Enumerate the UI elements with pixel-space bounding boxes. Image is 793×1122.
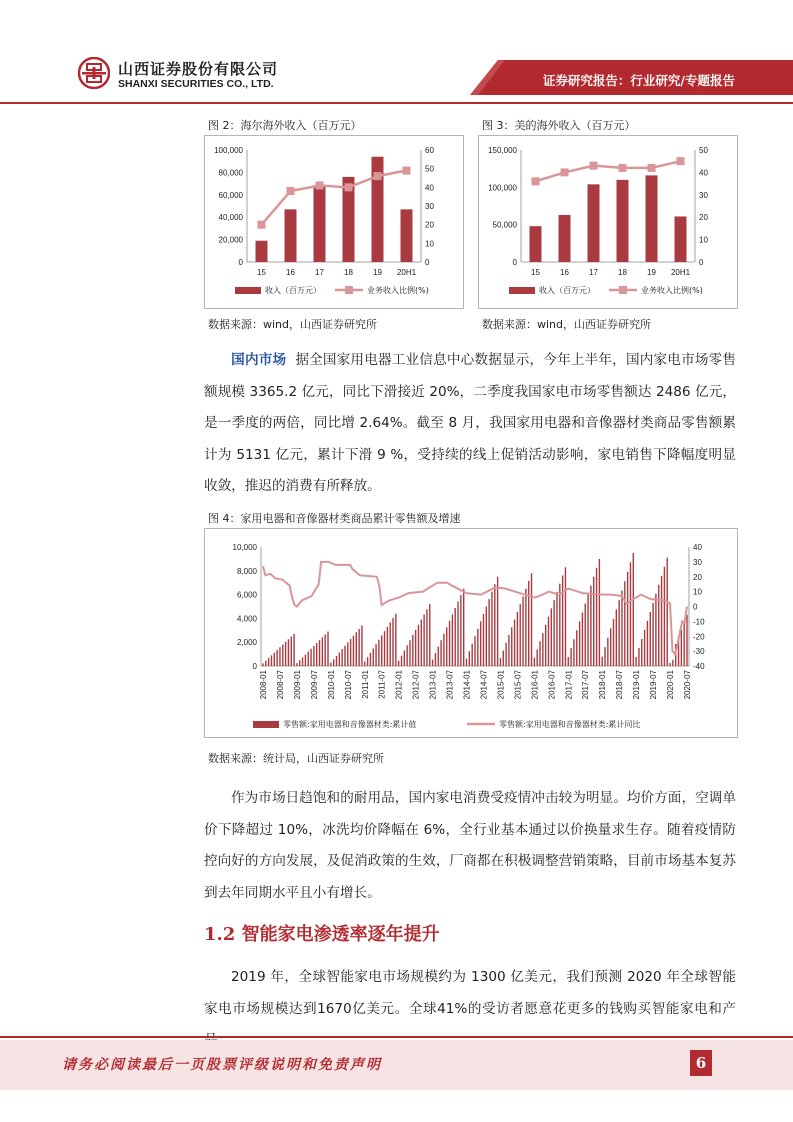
line-point — [287, 187, 295, 195]
cumulative-bar — [381, 635, 382, 666]
x-tick-label: 2016-01 — [530, 670, 540, 700]
bar — [256, 241, 268, 262]
cumulative-bar — [398, 661, 399, 666]
cumulative-bar — [418, 625, 419, 666]
cumulative-bar — [568, 657, 569, 666]
x-tick-label: 2018-01 — [598, 670, 608, 700]
cumulative-bar — [644, 630, 645, 666]
left-tick-label: 0 — [252, 662, 257, 671]
cumulative-bar — [271, 655, 272, 666]
x-tick-label: 2020-01 — [666, 670, 676, 700]
cumulative-bar — [602, 657, 603, 666]
fig4-source: 数据来源：统计局，山西证券研究所 — [208, 752, 384, 765]
cumulative-bar — [587, 595, 588, 666]
legend-bar-swatch — [235, 287, 261, 294]
fig4-chart-frame — [204, 528, 738, 738]
cumulative-bar — [667, 558, 668, 666]
cumulative-bar — [347, 642, 348, 666]
cumulative-bar — [268, 658, 269, 666]
cumulative-bar — [548, 617, 549, 666]
fig3-source: 数据来源：wind，山西证券研究所 — [482, 318, 652, 331]
cumulative-bar — [333, 659, 334, 666]
x-tick-label: 2008-07 — [275, 670, 285, 700]
legend-line-marker — [619, 286, 627, 294]
bar — [559, 215, 571, 262]
left-tick-label: 20,000 — [218, 235, 243, 245]
fig4-caption: 图 4：家用电器和音像器材类商品累计零售额及增速 — [208, 512, 461, 525]
cumulative-bar — [370, 653, 371, 666]
cumulative-bar — [341, 649, 342, 666]
x-tick-label: 2010-07 — [343, 670, 353, 700]
left-tick-label: 100,000 — [214, 146, 243, 155]
cumulative-bar — [401, 656, 402, 666]
cumulative-bar — [291, 637, 292, 666]
x-tick-label: 20H1 — [670, 268, 691, 277]
left-tick-label: 0 — [238, 258, 243, 267]
left-tick-label: 10,000 — [232, 543, 257, 552]
cumulative-bar — [274, 653, 275, 666]
x-tick-label: 2013-07 — [445, 670, 455, 700]
right-tick-label: 10 — [699, 235, 708, 245]
cumulative-bar — [460, 595, 461, 666]
x-tick-label: 17 — [589, 268, 598, 277]
x-tick-label: 2012-01 — [394, 670, 404, 700]
line-point — [345, 183, 353, 191]
cumulative-bar — [559, 584, 560, 666]
cumulative-bar — [488, 599, 489, 666]
cumulative-bar — [373, 649, 374, 666]
cumulative-bar — [319, 640, 320, 666]
right-tick-label: 50 — [699, 146, 708, 155]
cumulative-bar — [661, 576, 662, 666]
page-number: 6 — [690, 1050, 712, 1076]
ratio-line — [262, 171, 407, 225]
left-tick-label: 150,000 — [488, 146, 517, 155]
x-tick-label: 18 — [344, 268, 353, 277]
cumulative-bar — [604, 647, 605, 666]
cumulative-bar — [520, 604, 521, 666]
x-tick-label: 2017-07 — [581, 670, 591, 700]
bar — [530, 226, 542, 262]
cumulative-bar — [511, 627, 512, 666]
left-tick-label: 4,000 — [236, 614, 257, 624]
right-tick-label: 60 — [425, 146, 434, 155]
x-tick-label: 2009-07 — [309, 670, 319, 700]
cumulative-bar — [409, 640, 410, 666]
line-point — [403, 167, 411, 175]
right-tick-label: -30 — [693, 647, 705, 657]
left-tick-label: 80,000 — [218, 168, 243, 178]
cumulative-bar — [457, 602, 458, 666]
bar — [617, 180, 629, 262]
left-tick-label: 60,000 — [218, 190, 243, 200]
x-tick-label: 2009-01 — [292, 670, 302, 700]
cumulative-bar — [590, 586, 591, 666]
cumulative-bar — [455, 608, 456, 666]
x-tick-label: 2008-01 — [259, 670, 268, 700]
cumulative-bar — [392, 618, 393, 666]
right-tick-label: 10 — [693, 587, 702, 597]
legend-bar-label: 零售额:家用电器和音像器材类:累计值 — [283, 720, 417, 729]
cumulative-bar — [426, 609, 427, 666]
company-name-en: SHANXI SECURITIES CO., LTD. — [118, 78, 274, 90]
cumulative-bar — [412, 635, 413, 666]
right-tick-label: 30 — [699, 190, 708, 200]
cumulative-bar — [327, 631, 328, 666]
right-tick-label: 0 — [693, 602, 698, 612]
footer-divider — [0, 1036, 793, 1038]
x-tick-label: 2011-07 — [377, 670, 387, 699]
x-tick-label: 15 — [531, 268, 540, 277]
cumulative-bar — [545, 625, 546, 666]
report-type-label: 证券研究报告：行业研究/专题报告 — [542, 73, 735, 88]
cumulative-bar — [638, 648, 639, 666]
cumulative-bar — [627, 572, 628, 666]
cumulative-bar — [305, 654, 306, 666]
cumulative-bar — [534, 658, 535, 666]
x-tick-label: 19 — [647, 268, 656, 277]
cumulative-bar — [562, 575, 563, 666]
right-tick-label: 30 — [693, 557, 702, 567]
cumulative-bar — [356, 632, 357, 666]
fig3-chart-frame — [478, 135, 738, 309]
cumulative-bar — [415, 630, 416, 666]
cumulative-bar — [265, 661, 266, 666]
cumulative-bar — [302, 657, 303, 666]
cumulative-bar — [539, 641, 540, 666]
right-tick-label: 30 — [425, 202, 434, 211]
cumulative-bar — [446, 627, 447, 666]
cumulative-bar — [514, 620, 515, 666]
bar — [588, 184, 600, 262]
bar — [401, 209, 413, 262]
cumulative-bar — [390, 622, 391, 666]
x-tick-label: 19 — [373, 268, 382, 277]
x-tick-label: 2014-01 — [462, 670, 472, 700]
line-point — [561, 168, 569, 176]
cumulative-bar — [322, 637, 323, 666]
line-point — [316, 181, 324, 189]
cumulative-bar — [553, 600, 554, 666]
cumulative-bar — [630, 562, 631, 666]
fig3-chart — [479, 136, 737, 308]
cumulative-bar — [421, 620, 422, 666]
cumulative-bar — [655, 594, 656, 666]
cumulative-bar — [423, 614, 424, 666]
cumulative-bar — [565, 567, 566, 666]
cumulative-bar — [336, 656, 337, 666]
right-tick-label: 50 — [425, 164, 434, 174]
cumulative-bar — [531, 573, 532, 666]
left-tick-label: 2,000 — [236, 638, 257, 648]
cumulative-bar — [308, 652, 309, 666]
x-tick-label: 18 — [618, 268, 627, 277]
x-tick-label: 2014-07 — [479, 670, 489, 700]
right-tick-label: -20 — [693, 632, 705, 642]
cumulative-bar — [686, 615, 687, 666]
cumulative-bar — [483, 614, 484, 666]
cumulative-bar — [664, 567, 665, 666]
cumulative-bar — [474, 636, 475, 666]
cumulative-bar — [344, 646, 345, 666]
cumulative-bar — [276, 650, 277, 666]
cumulative-bar — [641, 639, 642, 666]
cumulative-bar — [652, 603, 653, 666]
legend-bar-label: 收入（百万元） — [265, 286, 321, 295]
cumulative-bar — [387, 627, 388, 666]
bar — [285, 209, 297, 262]
line-point — [374, 172, 382, 180]
legend-bar-swatch — [509, 287, 535, 294]
cumulative-bar — [375, 644, 376, 666]
cumulative-bar — [310, 649, 311, 666]
right-tick-label: 0 — [425, 258, 430, 267]
x-tick-label: 2010-01 — [326, 670, 336, 700]
right-tick-label: 40 — [699, 168, 708, 178]
right-tick-label: 40 — [693, 543, 702, 552]
cumulative-bar — [599, 559, 600, 666]
cumulative-bar — [469, 651, 470, 666]
section-heading: 1.2 智能家电渗透率逐年提升 — [204, 924, 440, 945]
right-tick-label: 40 — [425, 183, 434, 193]
cumulative-bar — [633, 553, 634, 666]
line-point — [532, 177, 540, 185]
cumulative-bar — [282, 645, 283, 666]
company-name-cn: 山西证券股份有限公司 — [118, 60, 279, 78]
cumulative-bar — [579, 621, 580, 666]
line-point — [258, 221, 266, 229]
fig3-caption: 图 3：美的海外收入（百万元） — [482, 119, 636, 132]
right-tick-label: 20 — [425, 220, 434, 230]
legend-line-label: 业务收入比例(%) — [641, 286, 703, 295]
cumulative-bar — [556, 592, 557, 666]
cumulative-bar — [593, 577, 594, 666]
cumulative-bar — [477, 629, 478, 666]
right-tick-label: 20 — [699, 213, 708, 223]
cumulative-bar — [353, 636, 354, 666]
cumulative-bar — [573, 639, 574, 666]
cumulative-bar — [517, 612, 518, 666]
fig2-source: 数据来源：wind，山西证券研究所 — [208, 318, 378, 331]
right-tick-label: -10 — [693, 617, 705, 627]
paragraph-1-text: 据全国家用电器工业信息中心数据显示，今年上半年，国内家电市场零售额规模 3365.2 亿元，同比下滑接近 20%，二季度我国家电市场零售额达 2486 亿元，是一季度的两倍，同比增 2.64%。截至 8 月，我国家用电器和音像器材类商品零售额累计为 5131 亿元，累计下滑 9 %，受持续的线上促销活动影响，家电销售下降幅度明显收敛，推迟的消费有所释放。 — [204, 352, 736, 494]
cumulative-bar — [582, 612, 583, 666]
cumulative-bar — [443, 634, 444, 666]
cumulative-bar — [621, 591, 622, 666]
bar — [646, 175, 658, 262]
cumulative-bar — [508, 635, 509, 666]
cumulative-bar — [669, 663, 670, 666]
cumulative-bar — [618, 600, 619, 666]
x-tick-label: 17 — [315, 268, 324, 277]
x-tick-label: 15 — [257, 268, 266, 277]
cumulative-bar — [672, 660, 673, 666]
cumulative-bar — [358, 629, 359, 666]
x-tick-label: 2015-01 — [496, 670, 506, 700]
cumulative-bar — [262, 663, 263, 666]
cumulative-bar — [616, 609, 617, 666]
cumulative-bar — [480, 621, 481, 666]
cumulative-bar — [378, 640, 379, 666]
cumulative-bar — [384, 631, 385, 666]
cumulative-bar — [429, 604, 430, 666]
cumulative-bar — [313, 646, 314, 666]
left-tick-label: 50,000 — [492, 220, 517, 230]
cumulative-bar — [585, 604, 586, 666]
cumulative-bar — [296, 663, 297, 666]
cumulative-bar — [486, 607, 487, 667]
cumulative-bar — [624, 581, 625, 666]
cumulative-bar — [647, 621, 648, 666]
x-tick-label: 2013-01 — [428, 670, 438, 700]
cumulative-bar — [536, 650, 537, 666]
legend-bar-swatch — [253, 721, 279, 728]
cumulative-bar — [350, 639, 351, 666]
right-tick-label: 0 — [699, 258, 704, 267]
cumulative-bar — [497, 577, 498, 666]
x-tick-label: 20H1 — [396, 268, 417, 277]
cumulative-bar — [658, 585, 659, 666]
x-tick-label: 2015-07 — [513, 670, 523, 700]
fig2-caption: 图 2：海尔海外收入（百万元） — [208, 119, 362, 132]
cumulative-bar — [463, 589, 464, 666]
cumulative-bar — [288, 639, 289, 666]
x-tick-label: 16 — [286, 268, 295, 277]
company-logo-icon — [78, 57, 110, 89]
left-tick-label: 40,000 — [218, 213, 243, 223]
cumulative-bar — [361, 626, 362, 666]
cumulative-bar — [471, 644, 472, 666]
cumulative-bar — [576, 630, 577, 666]
cumulative-bar — [330, 663, 331, 666]
cumulative-bar — [432, 660, 433, 666]
right-tick-label: -40 — [693, 662, 705, 671]
cumulative-bar — [449, 621, 450, 666]
left-tick-label: 100,000 — [488, 183, 517, 193]
line-point — [619, 164, 627, 172]
cumulative-bar — [406, 645, 407, 666]
cumulative-bar — [285, 642, 286, 666]
cumulative-bar — [607, 638, 608, 666]
paragraph-domestic-market — [204, 345, 736, 503]
left-tick-label: 8,000 — [236, 566, 257, 576]
header-band — [0, 0, 793, 110]
cumulative-bar — [339, 653, 340, 666]
x-tick-label: 16 — [560, 268, 569, 277]
cumulative-bar — [293, 634, 294, 666]
x-tick-label: 2012-07 — [411, 670, 421, 700]
ratio-line — [536, 161, 681, 181]
bar — [675, 216, 687, 262]
fig2-chart-frame — [204, 135, 464, 309]
right-tick-label: 20 — [693, 572, 702, 582]
highlight-domestic-market: 国内市场 — [231, 352, 287, 368]
cumulative-bar — [452, 614, 453, 666]
line-point — [677, 157, 685, 165]
x-tick-label: 2019-07 — [649, 670, 659, 700]
line-point — [590, 162, 598, 170]
legend-bar-label: 收入（百万元） — [539, 286, 595, 295]
cumulative-bar — [681, 629, 682, 666]
cumulative-bar — [316, 643, 317, 666]
left-tick-label: 0 — [512, 258, 517, 267]
cumulative-bar — [505, 643, 506, 666]
cumulative-bar — [610, 628, 611, 666]
cumulative-bar — [435, 653, 436, 666]
paragraph-price-analysis: 作为市场日趋饱和的耐用品，国内家电消费受疫情冲击较为明显。均价方面，空调单价下降超过 10%，冰洗均价降幅在 6%，全行业基本通过以价换量求生存。随着疫情防控向好的方向发展，及促消政策的生效，厂商都在积极调整营销策略，目前市场基本复苏到去年同期水平且小有增长。 — [204, 790, 736, 901]
cumulative-bar — [500, 658, 501, 666]
fig2-chart — [205, 136, 463, 308]
cumulative-bar — [551, 608, 552, 666]
cumulative-bar — [466, 659, 467, 666]
cumulative-bar — [299, 660, 300, 666]
x-tick-label: 2011-01 — [360, 670, 370, 699]
x-tick-label: 2018-07 — [615, 670, 625, 700]
legend-line-marker — [345, 286, 353, 294]
cumulative-bar — [438, 647, 439, 666]
cumulative-bar — [542, 633, 543, 666]
cumulative-bar — [395, 614, 396, 666]
cumulative-bar — [491, 592, 492, 666]
bar — [314, 186, 326, 262]
cumulative-bar — [635, 657, 636, 666]
cumulative-bar — [570, 648, 571, 666]
cumulative-bar — [613, 619, 614, 666]
cumulative-bar — [440, 640, 441, 666]
left-tick-label: 6,000 — [236, 590, 257, 600]
cumulative-bar — [324, 634, 325, 666]
right-tick-label: 10 — [425, 239, 434, 249]
cumulative-bar — [279, 647, 280, 666]
cumulative-bar — [494, 584, 495, 666]
x-tick-label: 2016-07 — [547, 670, 557, 700]
x-tick-label: 2020-07 — [683, 670, 692, 700]
cumulative-bar — [683, 622, 684, 666]
fig4-chart — [205, 529, 737, 737]
cumulative-bar — [503, 651, 504, 666]
x-tick-label: 2019-01 — [632, 670, 642, 700]
cumulative-bar — [367, 657, 368, 666]
cumulative-bar — [596, 568, 597, 666]
cumulative-bar — [525, 589, 526, 666]
x-tick-label: 2017-01 — [564, 670, 574, 700]
legend-line-label: 零售额:家用电器和音像器材类:累计同比 — [499, 720, 641, 729]
cumulative-bar — [528, 581, 529, 666]
cumulative-bar — [364, 662, 365, 666]
cumulative-bar — [650, 612, 651, 666]
line-point — [648, 164, 656, 172]
cumulative-bar — [404, 651, 405, 666]
cumulative-bar — [522, 596, 523, 666]
footer-disclaimer-notice: 请务必阅读最后一页股票评级说明和免责声明 — [62, 1057, 382, 1073]
legend-line-label: 业务收入比例(%) — [367, 286, 429, 295]
paragraph-smart-appliance: 2019 年，全球智能家电市场规模约为 1300 亿美元，我们预测 2020 年全球智能家电市场规模达到1670亿美元。全球41%的受访者愿意花更多的钱购买智能家电和产 — [204, 969, 736, 1017]
